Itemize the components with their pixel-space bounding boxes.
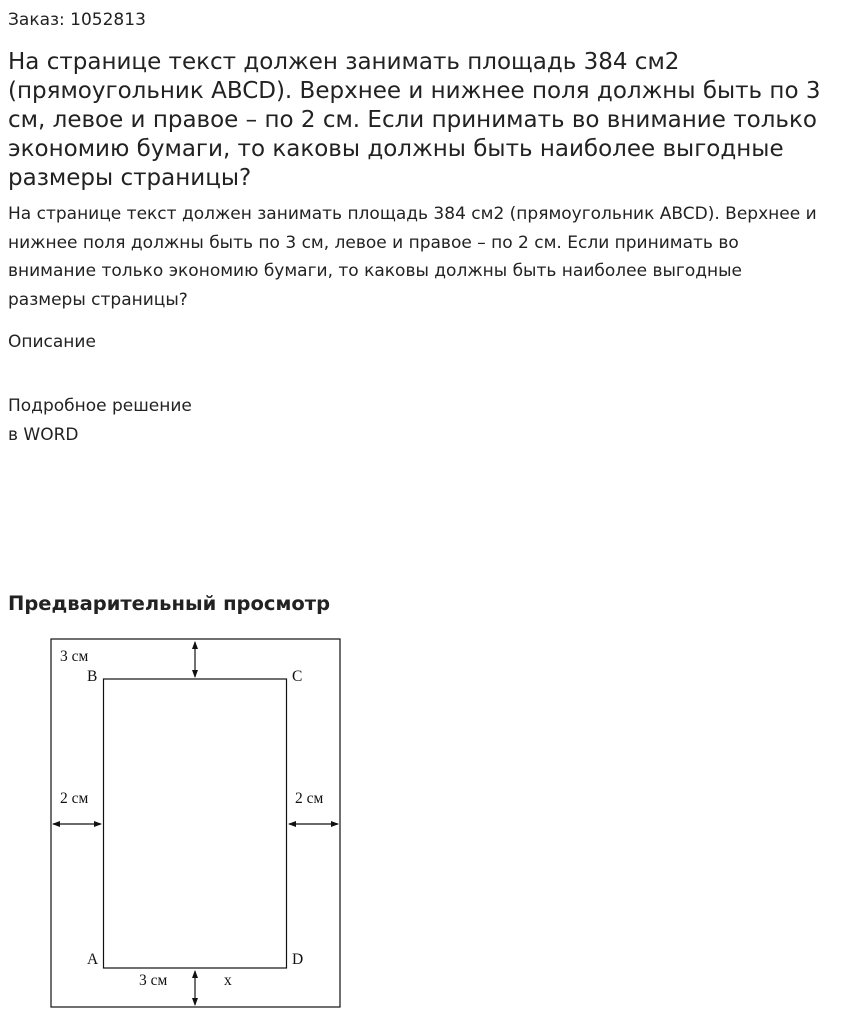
left-margin-label: 2 см <box>60 790 89 807</box>
corner-label-b: B <box>87 668 98 685</box>
corner-label-d: D <box>292 951 304 968</box>
preview-heading: Предварительный просмотр <box>8 592 331 615</box>
solution-line-1: Подробное решение <box>8 396 192 416</box>
bottom-margin-label: 3 см <box>139 972 168 989</box>
corner-label-a: A <box>87 951 99 968</box>
description-label: Описание <box>8 332 96 352</box>
solution-line-2: в WORD <box>8 425 79 445</box>
variable-x-label: x <box>224 972 232 989</box>
problem-title: На странице текст должен занимать площадь 384 см2 (прямоугольник ABCD). Верхнее и нижнее поля должны быть по 3 см, левое и правое – по 2 см. Если принимать во внимание только экономию бумаги, то каковы должны быть наиболее выгодные размеры страницы? <box>8 49 821 191</box>
text-area-abcd <box>104 679 287 968</box>
order-number: Заказ: 1052813 <box>8 10 146 30</box>
right-margin-label: 2 см <box>295 790 324 807</box>
problem-text: На странице текст должен занимать площадь 384 см2 (прямоугольник ABCD). Верхнее и нижнее поля должны быть по 3 см, левое и правое – по 2 см. Если принимать во внимание только экономию бумаги, то каковы должны быть наиболее выгодные размеры страницы? <box>8 204 817 310</box>
corner-label-c: C <box>292 668 303 685</box>
top-margin-label: 3 см <box>60 648 89 665</box>
